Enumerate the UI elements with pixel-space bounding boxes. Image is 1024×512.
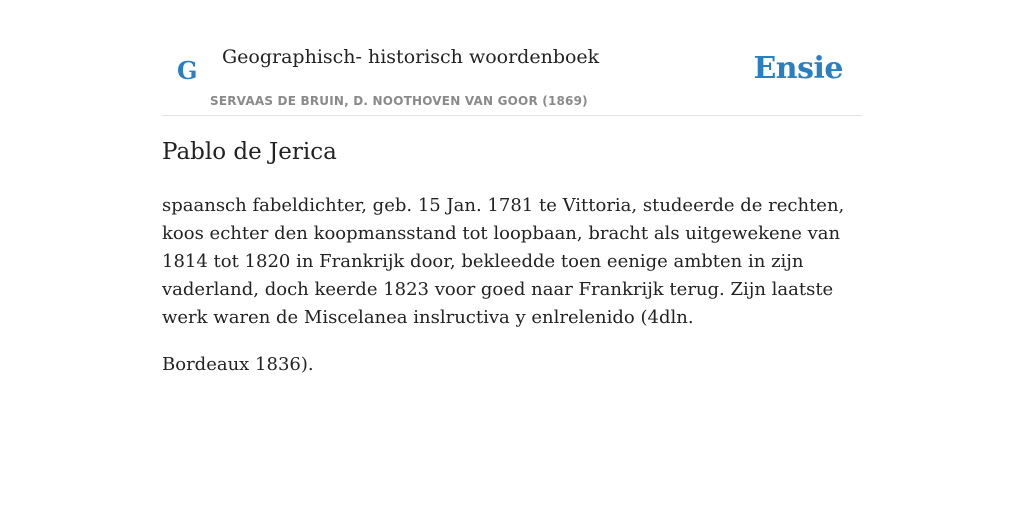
entry-paragraph: Bordeaux 1836). <box>162 354 314 375</box>
page-container <box>162 0 862 375</box>
book-title-link[interactable]: Geographisch- historisch woordenboek <box>222 46 600 68</box>
book-authors: SERVAAS DE BRUIN, D. NOOTHOVEN VAN GOOR (1869) <box>210 94 588 108</box>
book-initial-icon[interactable]: G <box>177 56 198 85</box>
source-header <box>162 0 862 116</box>
entry-title: Pablo de Jerica <box>162 139 337 165</box>
entry-paragraph: spaansch fabeldichter, geb. 15 Jan. 1781 te Vittoria, studeerde de rechten, koos echter den koopmansstand tot loopbaan, bracht als uitgewekene van 1814 tot 1820 in Frankrijk door, bekleedde toen eenige ambten in zijn vaderland, doch keerde 1823 voor goed naar Frankrijk terug. Zijn laatste werk waren de Miscelanea inslructiva y enlrelenido (4dln. <box>162 195 845 328</box>
entry-body <box>162 192 862 398</box>
ensie-logo-link[interactable]: Ensie <box>753 51 843 86</box>
